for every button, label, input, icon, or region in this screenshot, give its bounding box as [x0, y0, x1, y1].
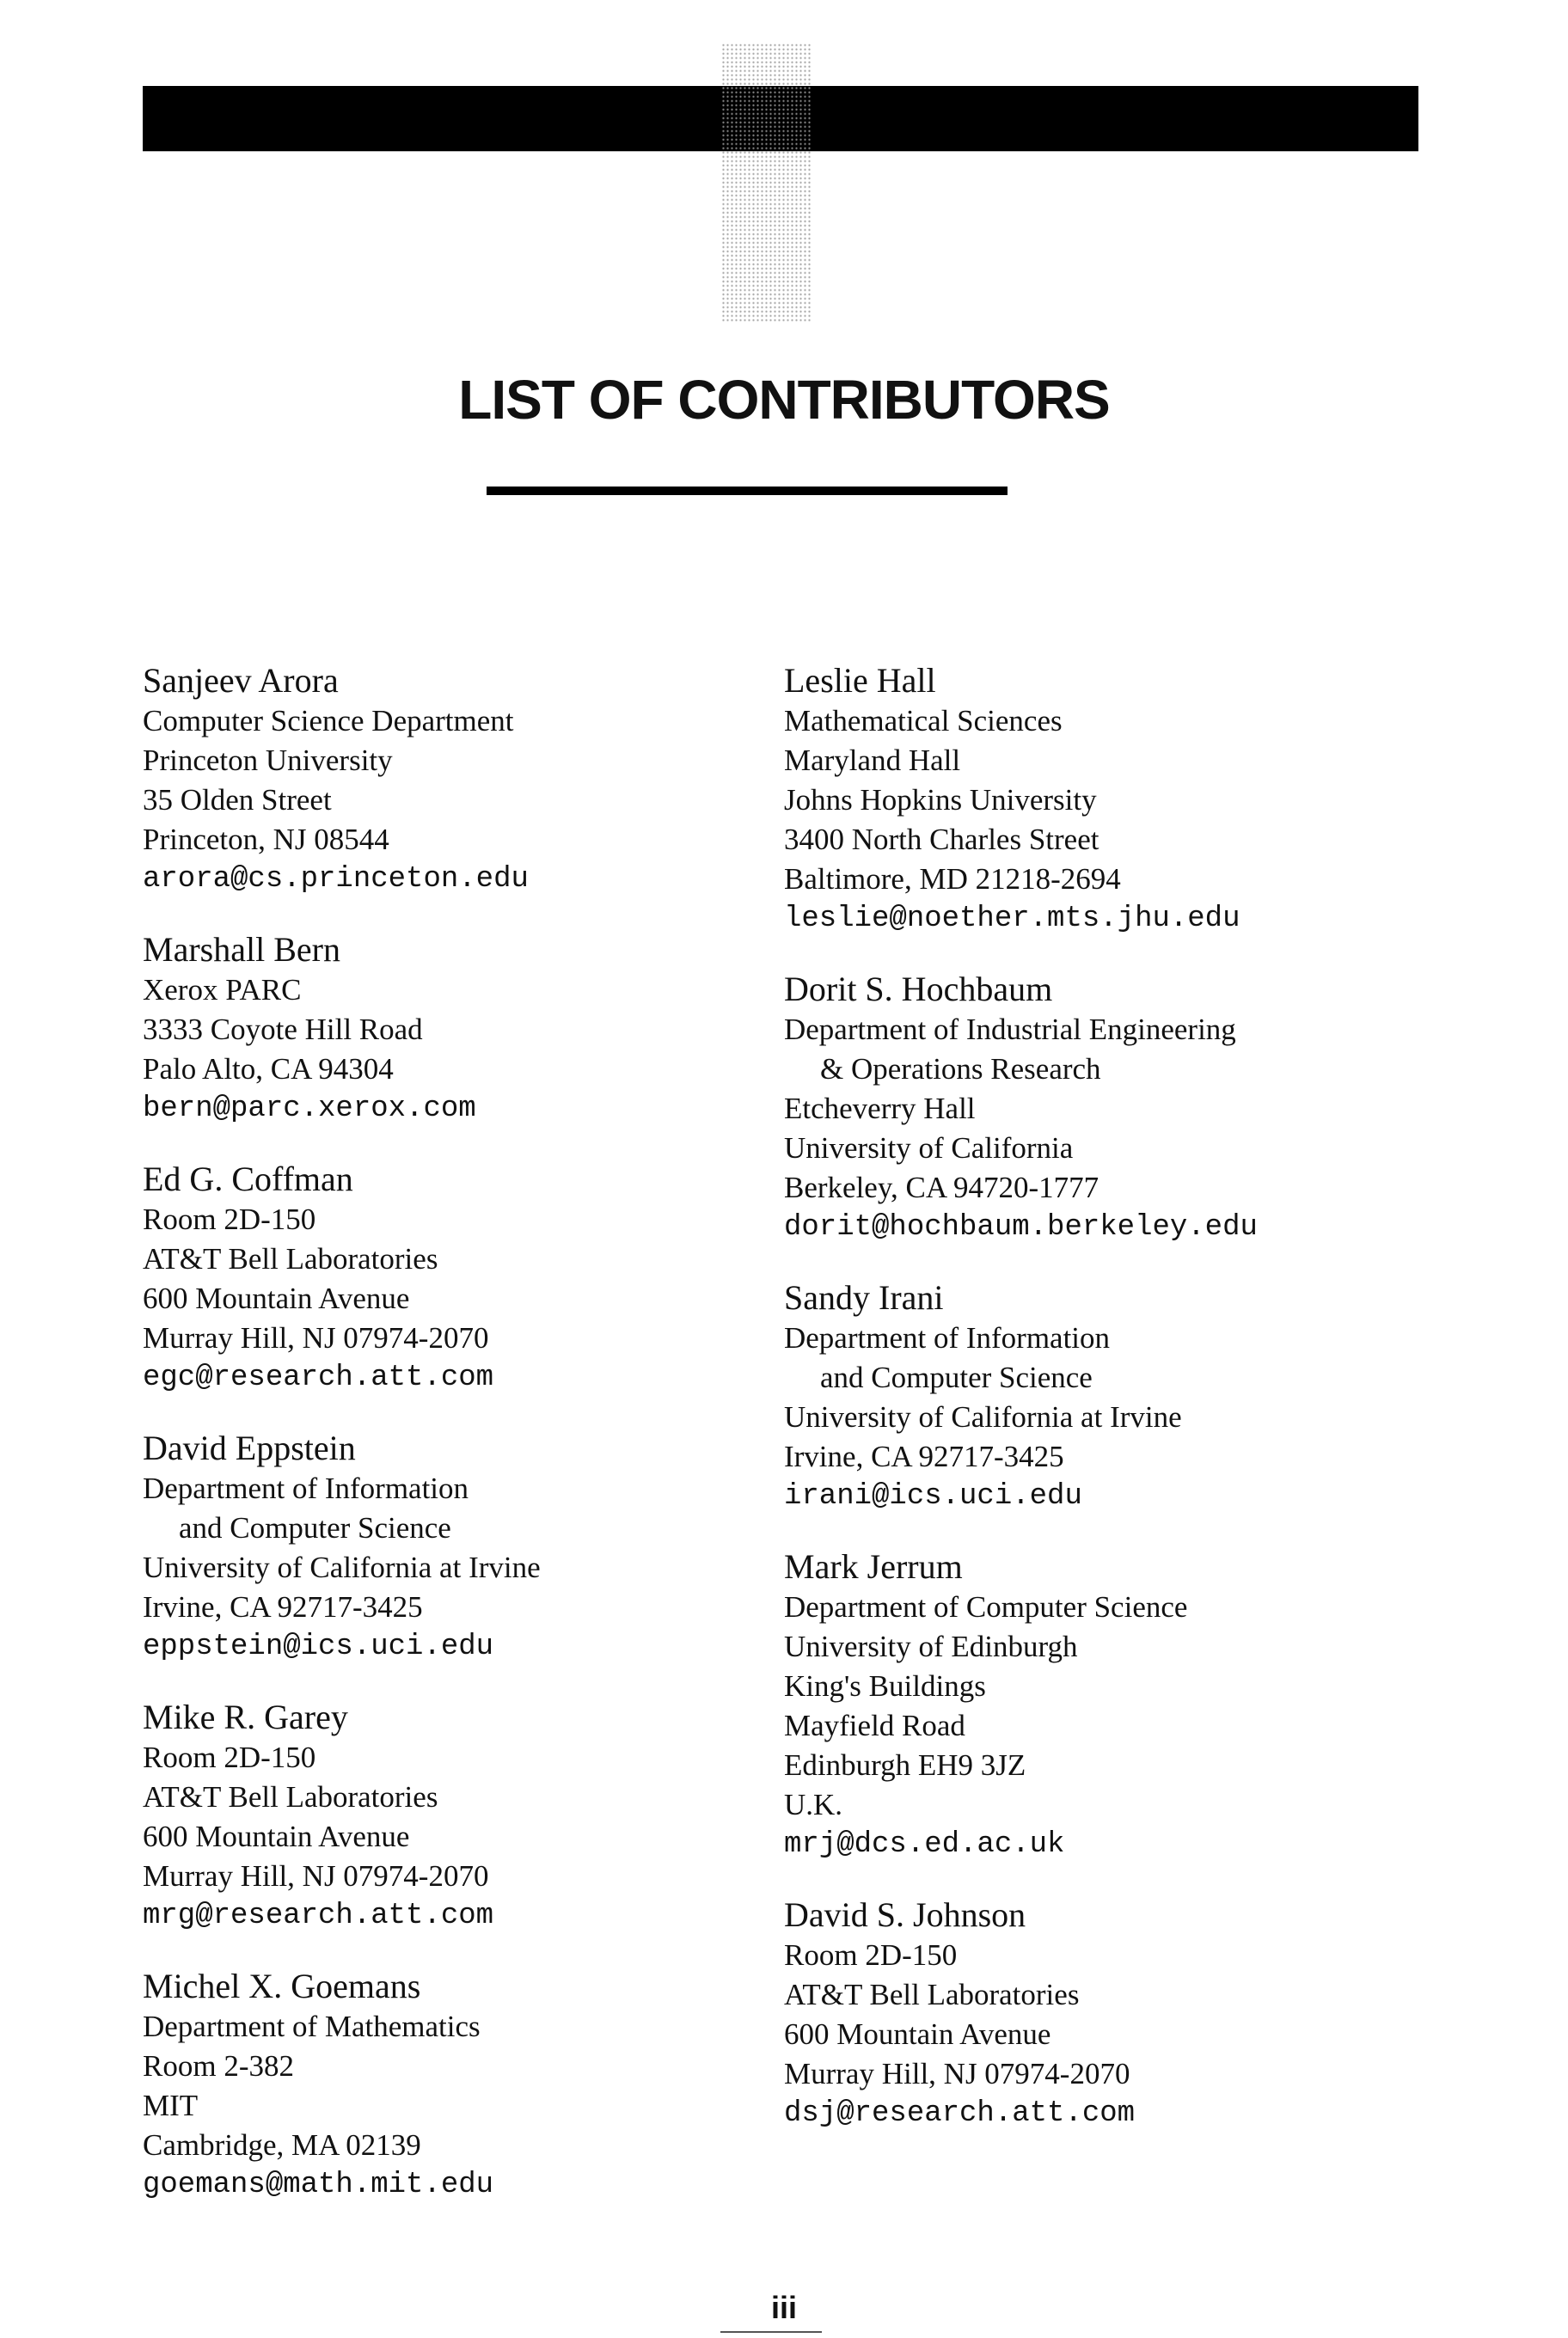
contributor-entry — [784, 1277, 1403, 1516]
affiliation-line: 600 Mountain Avenue — [143, 1282, 410, 1315]
affiliation-line: AT&T Bell Laboratories — [784, 1978, 1080, 2011]
affiliation-line: University of California at Irvine — [784, 1400, 1182, 1434]
affiliation-line: Department of Industrial Engineering — [784, 1013, 1236, 1046]
contributor-entry — [143, 929, 762, 1129]
header-stipple-decoration — [721, 43, 811, 323]
contributor-email: bern@parc.xerox.com — [143, 1092, 476, 1125]
affiliation-line: Mathematical Sciences — [784, 704, 1063, 738]
affiliation-line: Princeton, NJ 08544 — [143, 823, 389, 856]
contributor-name: David Eppstein — [143, 1429, 356, 1467]
affiliation-line: Irvine, CA 92717-3425 — [143, 1590, 423, 1624]
affiliation-line: Computer Science Department — [143, 704, 514, 738]
contributor-email: dorit@hochbaum.berkeley.edu — [784, 1211, 1258, 1244]
affiliation-line: Princeton University — [143, 744, 393, 777]
affiliation-line: Murray Hill, NJ 07974-2070 — [143, 1321, 489, 1355]
affiliation-line: Maryland Hall — [784, 744, 961, 777]
contributor-email: dsj@research.att.com — [784, 2097, 1136, 2130]
affiliation-line: Room 2D-150 — [143, 1741, 316, 1774]
affiliation-line: Room 2-382 — [143, 2049, 294, 2083]
contributor-email: irani@ics.uci.edu — [784, 1480, 1082, 1513]
contributor-entry — [143, 1697, 762, 1936]
affiliation-line: Xerox PARC — [143, 973, 302, 1007]
page-number: iii — [770, 2290, 797, 2325]
contributor-name: Mark Jerrum — [784, 1547, 963, 1586]
affiliation-line: 600 Mountain Avenue — [143, 1820, 410, 1853]
affiliation-line: Johns Hopkins University — [784, 783, 1097, 817]
contributor-entry — [784, 1546, 1403, 1864]
folio-rule — [720, 2331, 822, 2333]
affiliation-line: Edinburgh EH9 3JZ — [784, 1748, 1026, 1782]
affiliation-line: Murray Hill, NJ 07974-2070 — [143, 1859, 489, 1893]
affiliation-line: King's Buildings — [784, 1669, 986, 1703]
affiliation-line: and Computer Science — [820, 1361, 1093, 1394]
title-rule — [487, 487, 1008, 495]
contributor-email: leslie@noether.mts.jhu.edu — [784, 903, 1240, 935]
affiliation-line: and Computer Science — [179, 1511, 451, 1545]
affiliation-line: 3333 Coyote Hill Road — [143, 1013, 423, 1046]
contributor-entry — [143, 1159, 762, 1398]
contributor-entry — [143, 660, 762, 899]
affiliation-line: MIT — [143, 2089, 199, 2122]
affiliation-line: 600 Mountain Avenue — [784, 2017, 1051, 2051]
affiliation-line: U.K. — [784, 1788, 843, 1821]
contributor-name: Ed G. Coffman — [143, 1160, 353, 1198]
contributor-entry — [784, 969, 1403, 1247]
contributor-name: Sandy Irani — [784, 1278, 944, 1317]
affiliation-line: & Operations Research — [820, 1052, 1101, 1086]
contributor-email: egc@research.att.com — [143, 1362, 494, 1394]
contributor-name: Marshall Bern — [143, 930, 340, 969]
contributors-right-column — [784, 660, 1403, 2164]
affiliation-line: Murray Hill, NJ 07974-2070 — [784, 2057, 1130, 2090]
affiliation-line: Department of Information — [143, 1472, 469, 1505]
contributor-email: mrj@dcs.ed.ac.uk — [784, 1828, 1065, 1861]
contributor-email: goemans@math.mit.edu — [143, 2169, 494, 2201]
affiliation-line: Room 2D-150 — [143, 1203, 316, 1236]
affiliation-line: Berkeley, CA 94720-1777 — [784, 1171, 1099, 1204]
affiliation-line: University of California — [784, 1131, 1074, 1165]
affiliation-line: Department of Computer Science — [784, 1590, 1188, 1624]
contributor-entry — [784, 660, 1403, 939]
page-title: LIST OF CONTRIBUTORS — [458, 369, 1110, 431]
affiliation-line: Mayfield Road — [784, 1709, 965, 1742]
contributors-left-column — [143, 660, 762, 2235]
affiliation-line: Etcheverry Hall — [784, 1092, 976, 1125]
contributor-entry — [143, 1428, 762, 1667]
affiliation-line: Department of Mathematics — [143, 2010, 481, 2043]
contributor-name: Sanjeev Arora — [143, 661, 339, 700]
affiliation-line: AT&T Bell Laboratories — [143, 1780, 438, 1814]
affiliation-line: 35 Olden Street — [143, 783, 332, 817]
contributor-name: Dorit S. Hochbaum — [784, 970, 1053, 1008]
affiliation-line: Irvine, CA 92717-3425 — [784, 1440, 1064, 1473]
affiliation-line: Palo Alto, CA 94304 — [143, 1052, 394, 1086]
contributor-name: Mike R. Garey — [143, 1698, 348, 1736]
affiliation-line: Cambridge, MA 02139 — [143, 2128, 421, 2162]
contributor-email: eppstein@ics.uci.edu — [143, 1631, 494, 1663]
contributor-name: David S. Johnson — [784, 1895, 1026, 1934]
contributor-name: Leslie Hall — [784, 661, 936, 700]
contributor-name: Michel X. Goemans — [143, 1967, 421, 2005]
affiliation-line: Baltimore, MD 21218-2694 — [784, 862, 1121, 896]
affiliation-line: 3400 North Charles Street — [784, 823, 1099, 856]
affiliation-line: University of Edinburgh — [784, 1630, 1078, 1663]
contributor-entry — [784, 1894, 1403, 2133]
affiliation-line: University of California at Irvine — [143, 1551, 541, 1584]
affiliation-line: Room 2D-150 — [784, 1938, 958, 1972]
contributor-entry — [143, 1966, 762, 2205]
contributor-email: mrg@research.att.com — [143, 1900, 494, 1932]
affiliation-line: AT&T Bell Laboratories — [143, 1242, 438, 1276]
affiliation-line: Department of Information — [784, 1321, 1111, 1355]
contributor-email: arora@cs.princeton.edu — [143, 863, 529, 896]
